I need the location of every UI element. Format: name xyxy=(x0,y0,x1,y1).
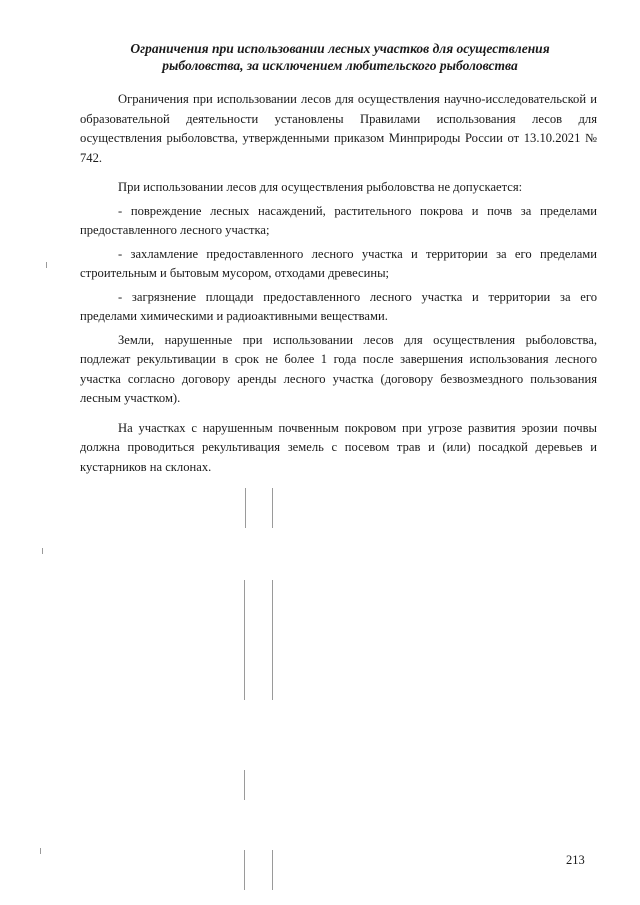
scan-artifact xyxy=(272,580,273,700)
scan-artifact xyxy=(245,488,246,528)
list-item: - загрязнение площади предоставленного лесного участка и территории за его пределами химическими и радиоактивными веществами. xyxy=(80,289,597,323)
title-line: Ограничения при использовании лесных участков для осуществления xyxy=(130,41,550,56)
page-number: 213 xyxy=(566,853,585,867)
title-line: рыболовства, за исключением любительского рыболовства xyxy=(162,58,518,73)
list-item: - повреждение лесных насаждений, растительного покрова и почв за пределами предоставленного лесного участка; xyxy=(80,203,597,237)
document-body xyxy=(80,90,597,487)
scan-artifact xyxy=(40,848,41,854)
scan-artifact xyxy=(46,262,47,268)
paragraph: При использовании лесов для осуществления рыболовства не допускается: xyxy=(118,180,523,194)
paragraph: Земли, нарушенные при использовании лесов для осуществления рыболовства, подлежат рекультивации в срок не более 1 года после завершения использования лесного участка согласно договору аренды лесного участка (договору безвозмездного пользования лесным участком). xyxy=(80,332,597,405)
scan-artifact xyxy=(244,850,245,890)
document-title xyxy=(80,40,600,74)
scan-artifact xyxy=(272,850,273,890)
scan-artifact xyxy=(244,770,245,800)
paragraph: На участках с нарушенным почвенным покровом при угрозе развития эрозии почвы должна проводиться рекультивация земель с посевом трав и (или) посадкой деревьев и кустарников на склонах. xyxy=(80,420,597,474)
paragraph: Ограничения при использовании лесов для осуществления научно-исследовательской и образовательной деятельности установлены Правилами использования лесов для осуществления рыболовства, утвержденными приказом Минприроды России от 13.10.2021 № 742. xyxy=(80,92,597,165)
scan-artifact xyxy=(42,548,43,554)
list-item: - захламление предоставленного лесного участка и территории за его пределами строительным и бытовым мусором, отходами древесины; xyxy=(80,246,597,280)
scan-artifact xyxy=(272,488,273,528)
scan-artifact xyxy=(244,580,245,700)
